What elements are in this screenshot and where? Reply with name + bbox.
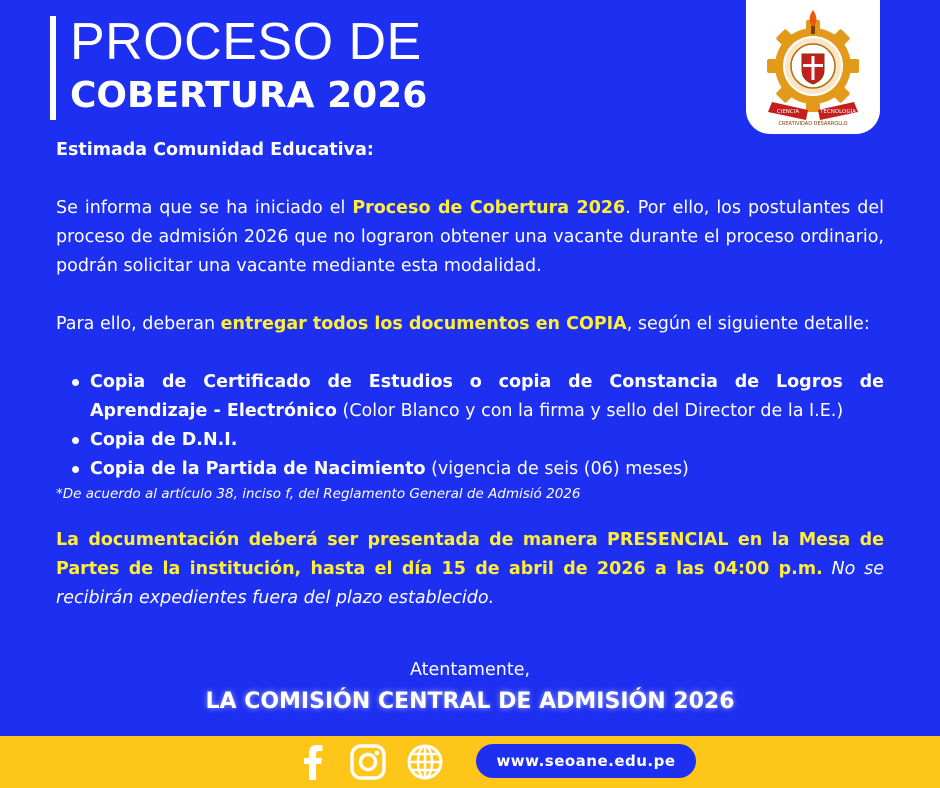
greeting: Estimada Comunidad Educativa:	[56, 140, 374, 160]
p1-text-before: Se informa que se ha iniciado el	[56, 198, 353, 218]
regulation-note: *De acuerdo al artículo 38, inciso f, del Reglamento General de Admisió 2026	[56, 486, 581, 502]
title-accent-bar	[50, 16, 56, 120]
paragraph-announcement	[56, 194, 884, 281]
main-content	[56, 136, 884, 613]
closing-text: Atentamente,	[409, 660, 531, 680]
svg-text:TECNOLOGÍA: TECNOLOGÍA	[820, 109, 856, 115]
p2-highlight: entregar todos los documentos en COPIA	[220, 314, 627, 334]
facebook-icon[interactable]	[298, 744, 328, 780]
globe-icon[interactable]	[406, 744, 444, 780]
website-link[interactable]: www.seoane.edu.pe	[476, 744, 696, 778]
p1-text-after: . Por ello, los postulantes del proceso de admisión 2026 que no lograron obtener una vacante durante el proceso ordinario, podrán solicitar una vacante mediante esta modalidad.	[56, 198, 885, 276]
instagram-icon[interactable]	[350, 744, 386, 780]
title-line-2: COBERTURA 2026	[70, 75, 428, 116]
list-item	[70, 426, 884, 455]
doc-detail: (Color Blanco y con la firma y sello del Director de la I.E.)	[336, 401, 844, 421]
doc-detail: (vigencia de seis (06) meses)	[425, 459, 689, 479]
documents-list	[70, 368, 884, 484]
p2-text-after: , según el siguiente detalle:	[626, 314, 870, 334]
footer-bar	[0, 736, 940, 788]
title-line-1: PROCESO DE	[70, 13, 422, 71]
deadline-highlight: La documentación deberá ser presentada de manera PRESENCIAL en la Mesa de Partes de la institución, hasta el día 15 de abril de 2026 a las 04:00 p.m.	[56, 530, 884, 579]
deadline-warning: No se recibirán expedientes fuera del plazo establecido.	[56, 559, 884, 608]
list-item	[70, 368, 884, 426]
school-crest-icon	[758, 6, 868, 128]
logo-container	[746, 0, 880, 134]
doc-title: Copia de D.N.I.	[90, 430, 238, 450]
p2-text-before: Para ello, deberan	[56, 314, 221, 334]
svg-text:CIENCIA: CIENCIA	[776, 109, 800, 115]
list-item	[70, 455, 884, 484]
deadline-paragraph	[56, 526, 884, 613]
doc-title: Copia de la Partida de Nacimiento	[90, 459, 426, 479]
paragraph-instructions	[56, 310, 884, 339]
svg-text:CREATIVIDAD DESARROLLO: CREATIVIDAD DESARROLLO	[778, 121, 848, 127]
committee-signature: LA COMISIÓN CENTRAL DE ADMISIÓN 2026	[205, 689, 735, 714]
p1-highlight: Proceso de Cobertura 2026	[352, 198, 626, 218]
doc-title: Copia de Certificado de Estudios o copia de Constancia de Logros de Aprendizaje - Electrónico	[90, 372, 884, 421]
